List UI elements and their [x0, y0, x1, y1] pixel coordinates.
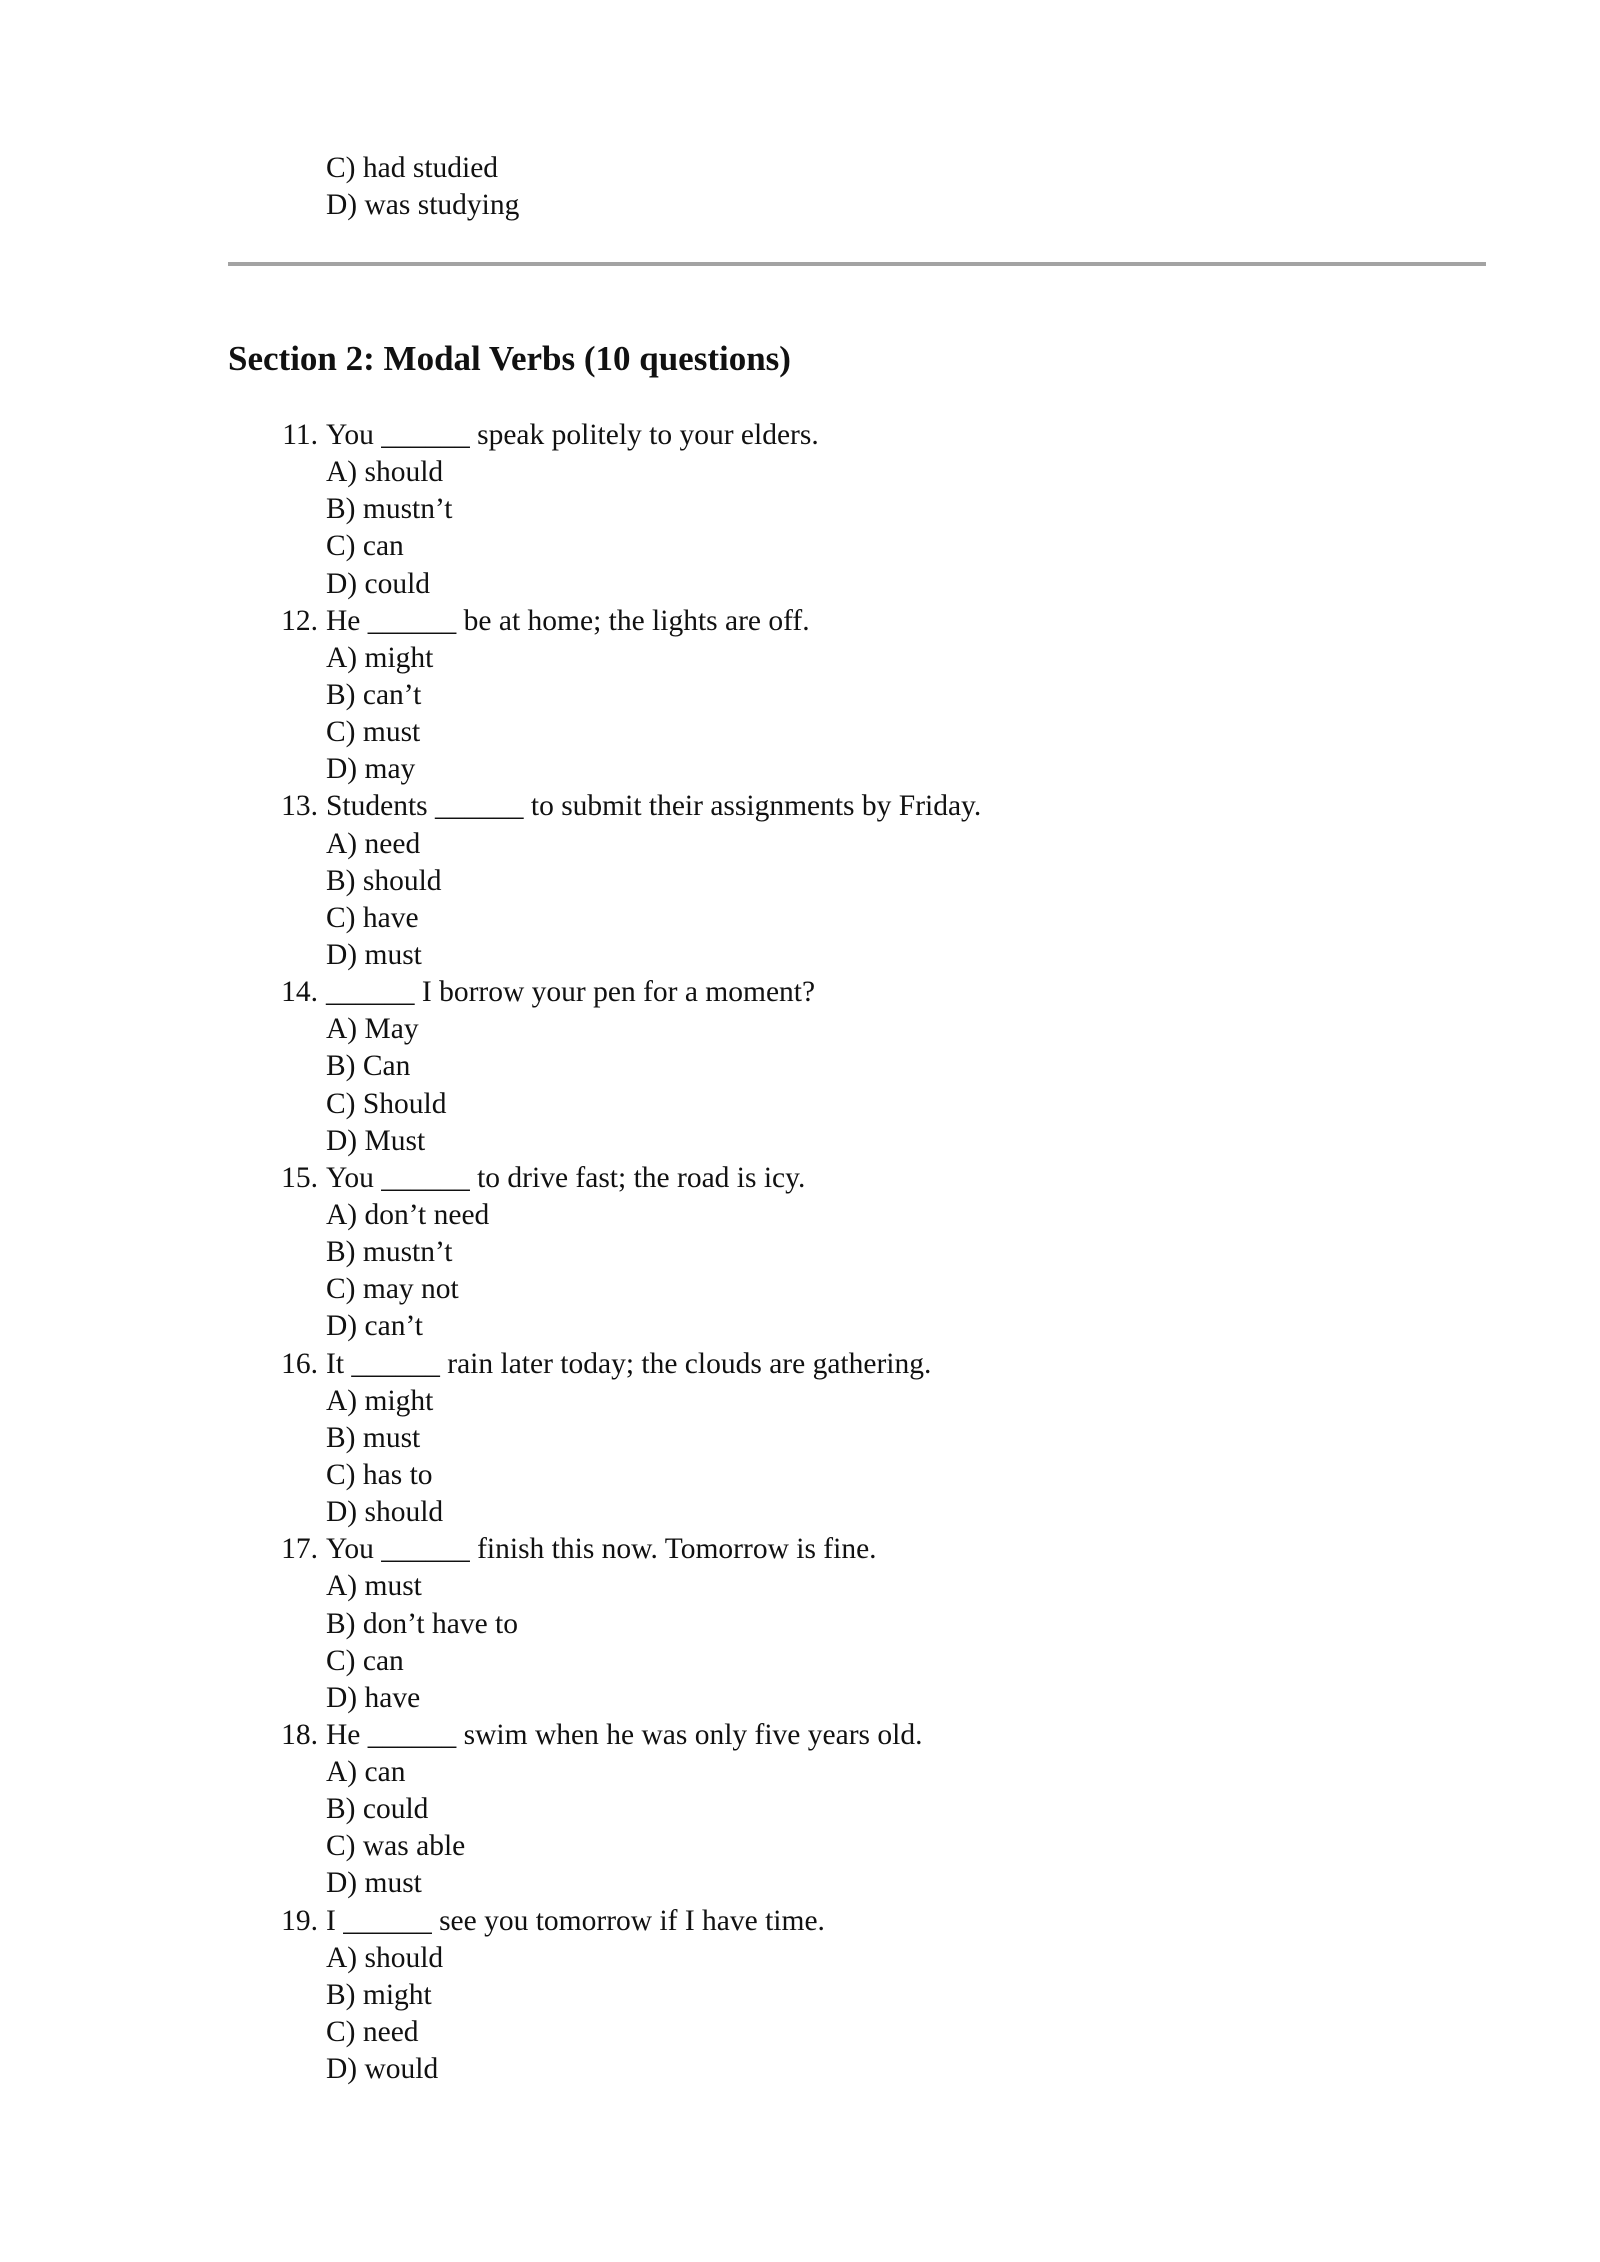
answer-option: D) may	[326, 753, 416, 786]
answer-option: A) must	[326, 1570, 422, 1603]
answer-option: C) must	[326, 716, 421, 749]
question-text: Students ______ to submit their assignments by Friday.	[326, 790, 982, 823]
question-item	[0, 603, 1600, 789]
question-row	[0, 788, 1600, 825]
answer-option: D) could	[326, 567, 431, 600]
option: C) had studied	[326, 152, 499, 184]
answer-option: A) should	[326, 456, 444, 489]
question-row	[0, 974, 1600, 1011]
question-text: ______ I borrow your pen for a moment?	[326, 976, 816, 1009]
question-number: 18.	[281, 1718, 318, 1751]
answer-option: B) must	[326, 1421, 421, 1454]
question-text: You ______ to drive fast; the road is icy.	[326, 1161, 806, 1194]
question-number: 17.	[281, 1533, 318, 1566]
section-title: Section 2: Modal Verbs (10 questions)	[228, 339, 791, 378]
question-text: He ______ swim when he was only five years old.	[326, 1718, 923, 1751]
question-row	[0, 1346, 1600, 1383]
answer-option: B) could	[326, 1793, 429, 1826]
question-list	[0, 417, 1600, 2088]
question-number: 19.	[281, 1904, 318, 1937]
question-text: I ______ see you tomorrow if I have time.	[326, 1904, 825, 1937]
answer-option: B) might	[326, 1978, 432, 2011]
question-number: 13.	[281, 790, 318, 823]
answer-option: A) should	[326, 1941, 444, 1974]
question-item	[0, 1160, 1600, 1346]
question-number: 14.	[281, 976, 318, 1009]
question-text: You ______ speak politely to your elders.	[326, 419, 819, 451]
answer-option: C) can	[326, 1644, 404, 1677]
answer-option: C) may not	[326, 1273, 459, 1306]
question-row	[0, 1531, 1600, 1568]
question-item	[0, 1717, 1600, 1903]
answer-option: B) should	[326, 864, 442, 897]
question-row	[0, 603, 1600, 640]
answer-option: C) need	[326, 2016, 419, 2049]
answer-option: B) don’t have to	[326, 1607, 518, 1640]
answer-option: B) Can	[326, 1050, 411, 1083]
answer-option: A) don’t need	[326, 1198, 490, 1231]
answer-option: A) need	[326, 827, 421, 860]
question-text: It ______ rain later today; the clouds are gathering.	[326, 1347, 932, 1380]
question-item	[0, 974, 1600, 1160]
answer-option: A) might	[326, 641, 434, 674]
question-item	[0, 1903, 1600, 2089]
question-item	[0, 417, 1600, 603]
previous-question-options	[326, 150, 519, 224]
question-text: He ______ be at home; the lights are off.	[326, 604, 810, 637]
answer-option: A) can	[326, 1756, 406, 1789]
answer-option: D) Must	[326, 1124, 426, 1157]
question-number: 16.	[281, 1347, 318, 1380]
question-number: 12.	[281, 604, 318, 637]
answer-option: D) can’t	[326, 1310, 423, 1343]
answer-option: D) must	[326, 938, 422, 971]
question-item	[0, 1346, 1600, 1532]
answer-option: A) might	[326, 1384, 434, 1417]
question-text: You ______ finish this now. Tomorrow is fine.	[326, 1533, 877, 1566]
option: D) was studying	[326, 189, 520, 222]
answer-option: C) can	[326, 530, 404, 563]
answer-option: A) May	[326, 1013, 419, 1046]
question-item	[0, 788, 1600, 974]
question-item	[0, 1531, 1600, 1717]
answer-option: B) mustn’t	[326, 493, 453, 526]
answer-option: B) mustn’t	[326, 1236, 453, 1269]
answer-option: D) should	[326, 1496, 444, 1529]
answer-option: C) have	[326, 901, 419, 934]
answer-option: C) has to	[326, 1458, 433, 1491]
horizontal-rule	[228, 262, 1486, 266]
question-row	[0, 417, 1600, 454]
question-number: 15.	[281, 1161, 318, 1194]
answer-option: C) Should	[326, 1087, 447, 1120]
answer-option: C) was able	[326, 1830, 466, 1863]
question-number: 11.	[282, 419, 318, 451]
question-row	[0, 1903, 1600, 1940]
question-row	[0, 1717, 1600, 1754]
answer-option: B) can’t	[326, 678, 422, 711]
answer-option: D) would	[326, 2053, 439, 2086]
answer-option: D) have	[326, 1681, 421, 1714]
answer-option: D) must	[326, 1867, 422, 1900]
question-row	[0, 1160, 1600, 1197]
